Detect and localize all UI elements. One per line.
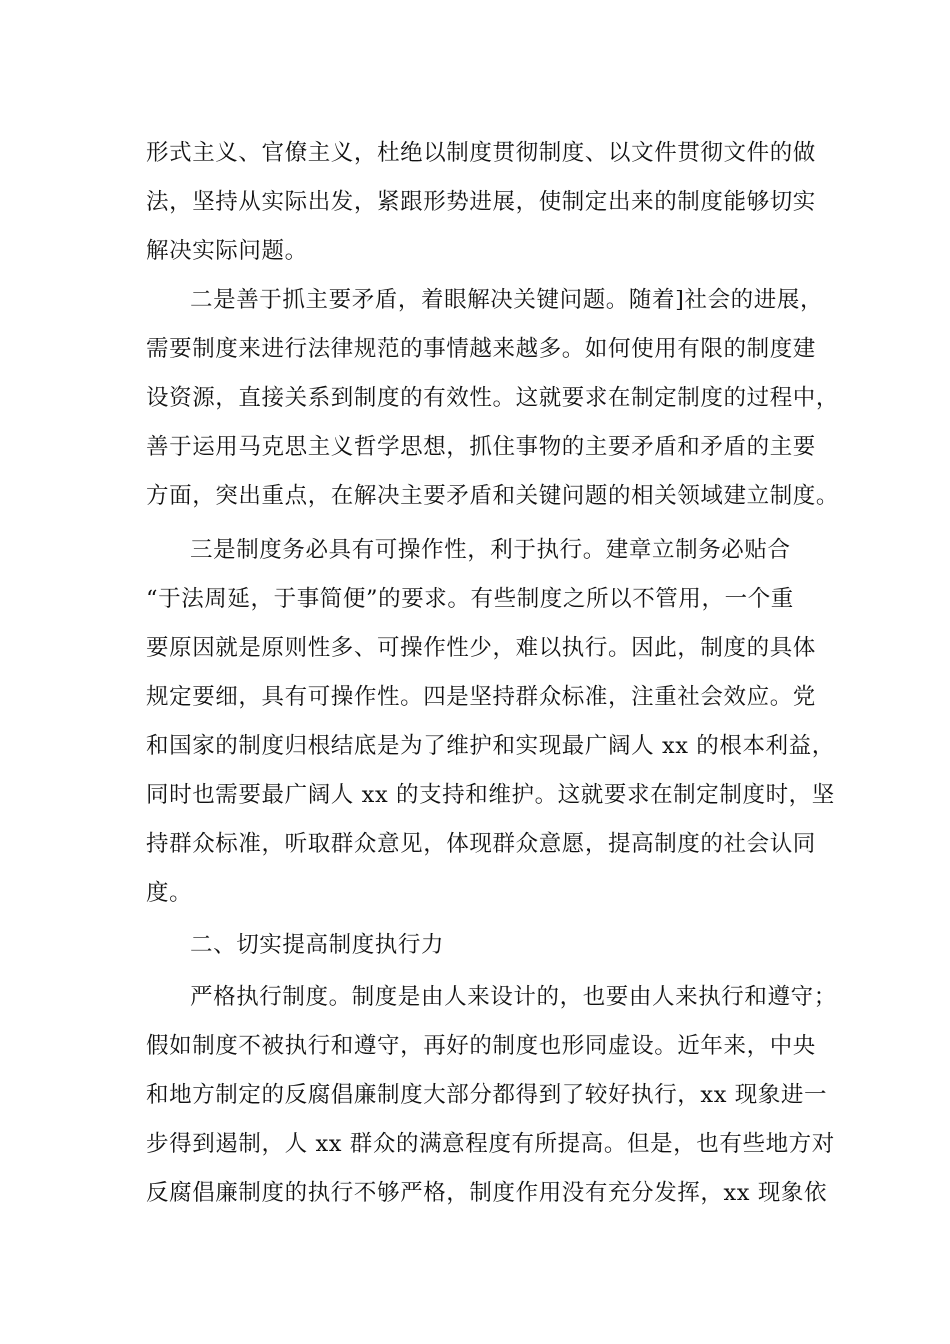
text-line: 反腐倡廉制度的执行不够严格，制度作用没有充分发挥，xx 现象依 bbox=[146, 1180, 828, 1206]
text-line: 需要制度来进行法律规范的事情越来越多。如何使用有限的制度建 bbox=[146, 336, 816, 362]
text-line: 和国家的制度归根结底是为了维护和实现最广阔人 xx 的根本利益， bbox=[146, 733, 835, 759]
text-line: 方面，突出重点，在解决主要矛盾和关键问题的相关领域建立制度。 bbox=[146, 483, 840, 509]
text-line: 善于运用马克思主义哲学思想，抓住事物的主要矛盾和矛盾的主要 bbox=[146, 434, 816, 460]
paragraph-start-line: 三是制度务必具有可操作性，利于执行。建章立制务必贴合 bbox=[190, 537, 791, 563]
text-line: 解决实际问题。 bbox=[146, 238, 308, 264]
text-line: 步得到遏制，人 xx 群众的满意程度有所提高。但是，也有些地方对 bbox=[146, 1131, 835, 1157]
text-line: 规定要细，具有可操作性。四是坚持群众标准，注重社会效应。党 bbox=[146, 684, 816, 710]
section-heading: 二、切实提高制度执行力 bbox=[190, 932, 445, 958]
text-line: 形式主义、官僚主义，杜绝以制度贯彻制度、以文件贯彻文件的做 bbox=[146, 140, 816, 166]
text-line: 法，坚持从实际出发，紧跟形势进展，使制定出来的制度能够切实 bbox=[146, 189, 816, 215]
paragraph-start-line: 严格执行制度。制度是由人来设计的，也要由人来执行和遵守； bbox=[190, 984, 837, 1010]
text-line: 要原因就是原则性多、可操作性少，难以执行。因此，制度的具体 bbox=[146, 635, 816, 661]
text-line: 同时也需要最广阔人 xx 的支持和维护。这就要求在制定制度时，坚 bbox=[146, 782, 835, 808]
text-line: 假如制度不被执行和遵守，再好的制度也形同虚设。近年来，中央 bbox=[146, 1033, 816, 1059]
paragraph-start-line: 二是善于抓主要矛盾，着眼解决关键问题。随着]社会的进展， bbox=[190, 287, 824, 313]
text-line: 度。 bbox=[146, 880, 193, 906]
text-line: 设资源，直接关系到制度的有效性。这就要求在制定制度的过程中， bbox=[146, 385, 840, 411]
text-line: 和地方制定的反腐倡廉制度大部分都得到了较好执行，xx 现象进一 bbox=[146, 1082, 828, 1108]
text-line: 持群众标准，听取群众意见，体现群众意愿，提高制度的社会认同 bbox=[146, 831, 816, 857]
text-line: “于法周延，于事简便”的要求。有些制度之所以不管用，一个重 bbox=[146, 586, 794, 612]
